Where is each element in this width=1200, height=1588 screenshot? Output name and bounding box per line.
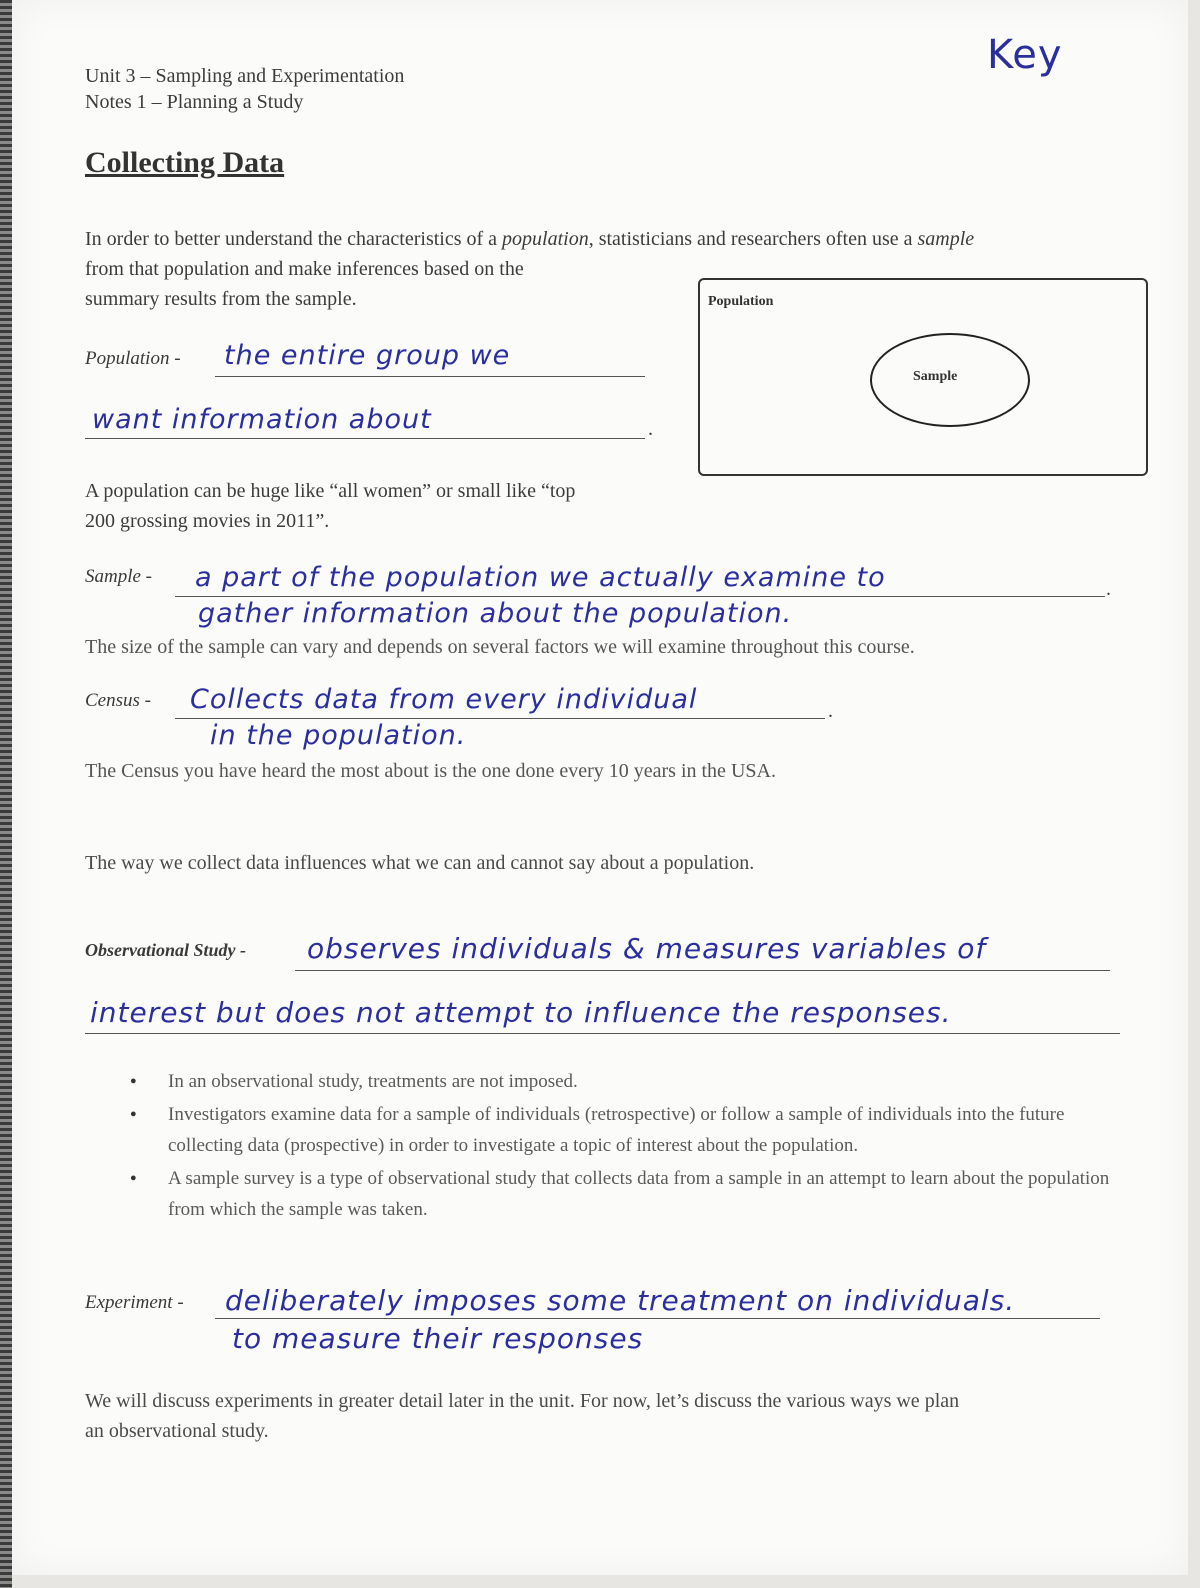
census-term: Census - — [85, 690, 151, 711]
census-note: The Census you have heard the most about is the one done every 10 years in the USA. — [85, 760, 776, 782]
intro-population-word: population — [502, 228, 589, 250]
population-note-2: 200 grossing movies in 2011”. — [85, 510, 330, 532]
diagram-sample-label: Sample — [913, 369, 958, 384]
diagram-population-label: Population — [708, 294, 774, 309]
observational-term: Observational Study - — [85, 940, 247, 960]
sample-period: . — [1106, 578, 1111, 600]
worksheet-page — [12, 0, 1188, 1575]
intro-line-2: from that population and make inferences based on the — [85, 258, 524, 280]
experiment-answer-2: to measure their responses — [232, 1322, 644, 1355]
census-blank — [175, 718, 825, 719]
population-note-1: A population can be huge like “all women” or small like “top — [85, 480, 576, 502]
observational-blank-2 — [85, 1033, 1120, 1034]
population-answer-1: the entire group we — [224, 340, 511, 371]
sample-note: The size of the sample can vary and depends on several factors we will examine throughout this course. — [85, 636, 915, 658]
observational-bullet-list — [130, 1066, 1130, 1227]
intro-sample-word: sample — [917, 228, 975, 250]
experiment-note-2: an observational study. — [85, 1420, 269, 1442]
sample-term: Sample - — [85, 566, 153, 587]
observational-answer-2: interest but does not attempt to influence the responses. — [90, 996, 952, 1029]
population-period: . — [648, 418, 653, 440]
experiment-note-1: We will discuss experiments in greater detail later in the unit. For now, let’s discuss the various ways we plan — [85, 1390, 960, 1412]
population-blank-2 — [85, 438, 645, 439]
census-period: . — [828, 700, 833, 722]
observational-answer-1: observes individuals & measures variables of — [307, 932, 987, 965]
binder-edge — [0, 0, 12, 1588]
observational-blank-1 — [295, 970, 1110, 971]
census-answer-1: Collects data from every individual — [190, 684, 698, 715]
sample-answer-2: gather information about the population. — [198, 598, 793, 629]
census-answer-2: in the population. — [210, 720, 467, 751]
unit-label: Unit 3 – Sampling and Experimentation — [85, 65, 405, 87]
intro-line-1 — [85, 224, 1125, 254]
key-label: Key — [987, 32, 1063, 78]
bullet-item: ● In an observational study, treatments are not imposed. — [130, 1066, 1130, 1097]
data-collection-statement: The way we collect data influences what we can and cannot say about a population. — [85, 852, 755, 874]
sample-answer-1: a part of the population we actually examine to — [195, 562, 886, 593]
population-blank-1 — [215, 376, 645, 377]
bullet-item: ● Investigators examine data for a sample of individuals (retrospective) or follow a sample of individuals into the future collecting data (prospective) in order to investigate a topic of interest about the population. — [130, 1099, 1130, 1161]
bullet-item: ● A sample survey is a type of observational study that collects data from a sample in an attempt to learn about the population from which the sample was taken. — [130, 1163, 1130, 1225]
experiment-blank — [215, 1318, 1100, 1319]
notes-label: Notes 1 – Planning a Study — [85, 91, 304, 113]
sample-blank — [175, 596, 1105, 597]
experiment-term: Experiment - — [85, 1292, 184, 1313]
experiment-answer-1: deliberately imposes some treatment on individuals. — [225, 1284, 1016, 1317]
population-answer-2: want information about — [92, 404, 432, 435]
intro-line-3: summary results from the sample. — [85, 288, 357, 310]
intro-text-a: In order to better understand the characteristics of a — [85, 228, 503, 250]
page-title: Collecting Data — [85, 146, 285, 179]
population-term: Population - — [85, 348, 181, 369]
intro-text-b: , statisticians and researchers often use a — [588, 228, 918, 250]
